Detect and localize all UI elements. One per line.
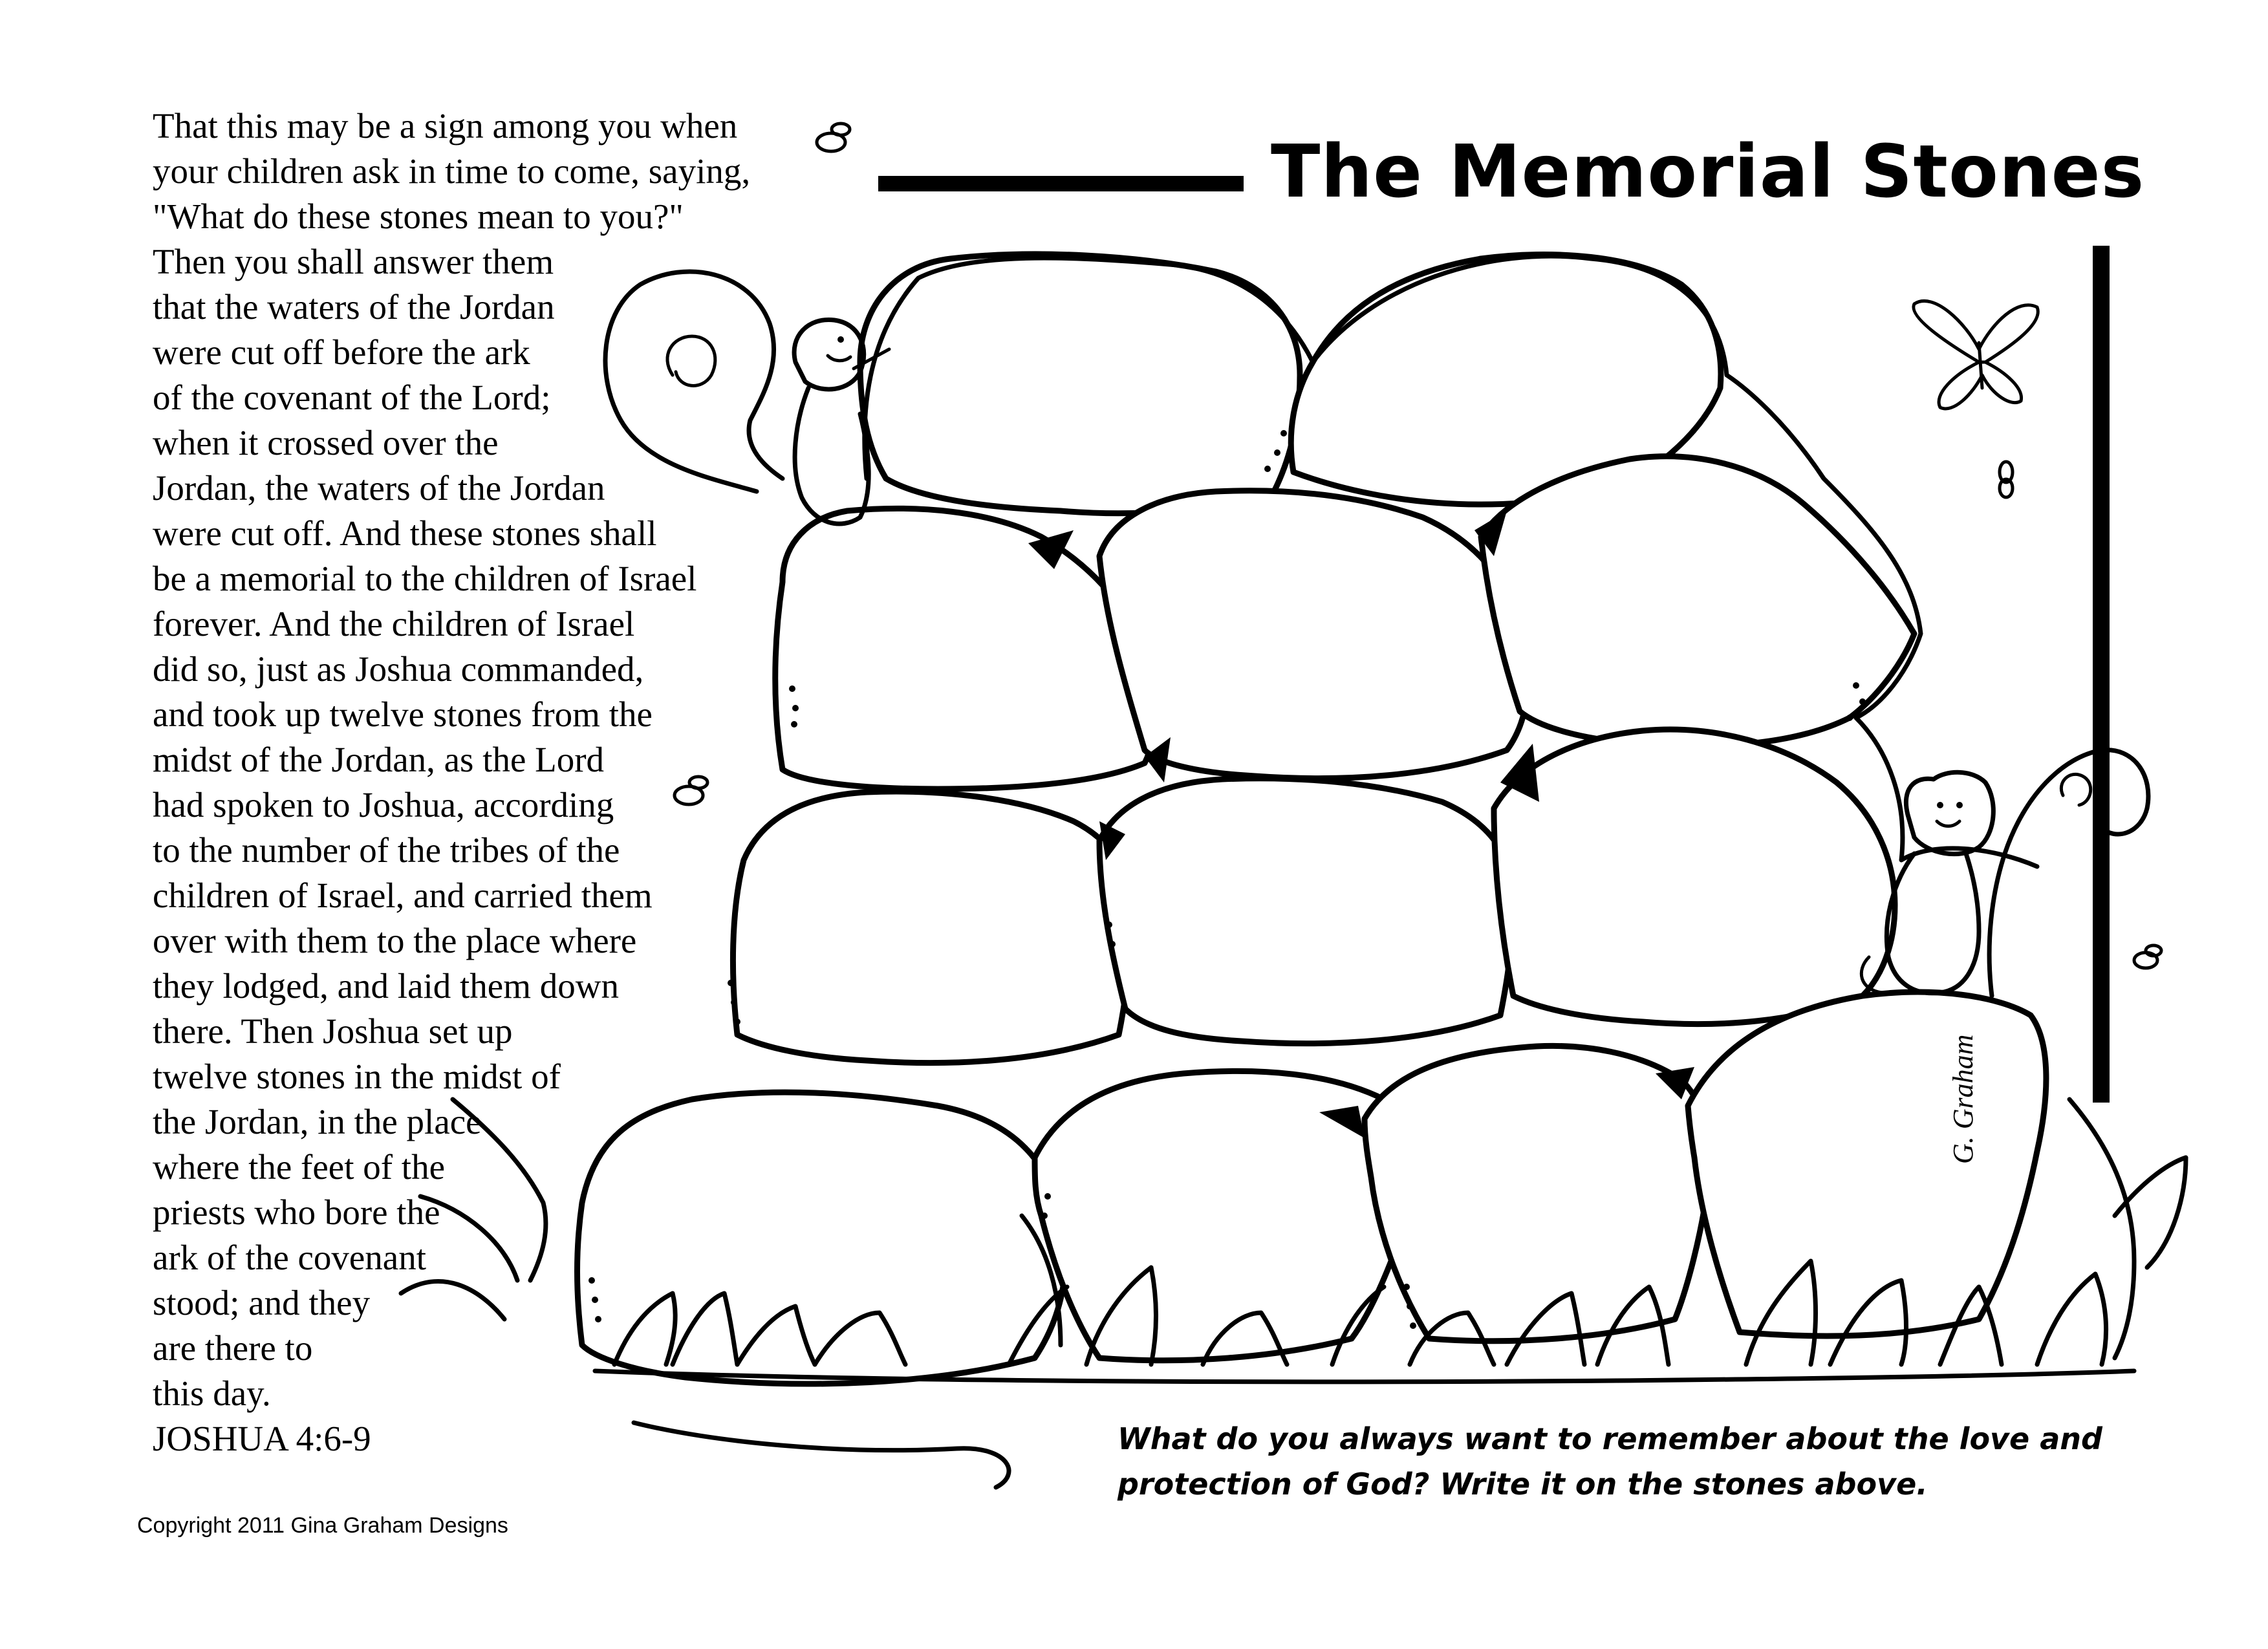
verse-line: of the covenant of the Lord;	[153, 378, 551, 417]
artist-signature: G. Graham	[1947, 1034, 1979, 1164]
verse-line: Then you shall answer them	[153, 242, 554, 281]
stone-1[interactable]	[860, 254, 1300, 513]
verse-reference: JOSHUA 4:6-9	[153, 1419, 371, 1458]
instructions	[1118, 1416, 2102, 1507]
stone-5[interactable]	[1481, 457, 1914, 746]
stone-8[interactable]	[1494, 729, 1895, 1024]
verse-line: this day.	[153, 1374, 271, 1413]
verse-line: did so, just as Joshua commanded,	[153, 649, 644, 689]
verse-line: were cut off. And these stones shall	[153, 513, 657, 553]
verse-line: that the waters of the Jordan	[153, 287, 555, 327]
verse-line: midst of the Jordan, as the Lord	[153, 740, 605, 779]
stone-7[interactable]	[1099, 779, 1513, 1044]
verse-line: they lodged, and laid them down	[153, 966, 619, 1006]
verse-line: your children ask in time to come, saying,	[153, 151, 751, 191]
stone-11[interactable]	[1365, 1046, 1710, 1341]
verse-line: children of Israel, and carried them	[153, 876, 653, 915]
verse-line: to the number of the tribes of the	[153, 830, 620, 870]
instructions-line-1: What do you always want to remember about the love and	[1118, 1421, 2102, 1456]
verse-line: ark of the covenant	[153, 1238, 427, 1277]
verse-line: twelve stones in the midst of	[153, 1057, 561, 1096]
verse-line: are there to	[153, 1328, 313, 1368]
stone-12[interactable]	[1688, 992, 2046, 1336]
verse-line: where the feet of the	[153, 1147, 445, 1187]
title-rule-horizontal	[878, 176, 1244, 191]
verse-line: Jordan, the waters of the Jordan	[153, 468, 605, 508]
bee-icon	[2134, 945, 2161, 968]
verse-line: stood; and they	[153, 1283, 371, 1322]
verse-line: and took up twelve stones from the	[153, 695, 653, 734]
stone-3[interactable]	[775, 508, 1154, 789]
page-title: The Memorial Stones	[1271, 130, 2145, 214]
instructions-line-2: protection of God? Write it on the stones above.	[1118, 1467, 1928, 1502]
verse-line: the Jordan, in the place	[153, 1102, 482, 1141]
verse-line: be a memorial to the children of Israel	[153, 559, 697, 598]
bee-icon	[2000, 462, 2013, 497]
title-rule-vertical	[2093, 246, 2110, 1103]
verse-line: That this may be a sign among you when	[153, 106, 738, 146]
copyright-notice: Copyright 2011 Gina Graham Designs	[137, 1513, 508, 1538]
verse-line: when it crossed over the	[153, 423, 499, 462]
verse-line: priests who bore the	[153, 1192, 440, 1232]
stone-6[interactable]	[733, 792, 1132, 1063]
verse-line: were cut off before the ark	[153, 332, 530, 372]
bee-icon	[817, 124, 850, 151]
stone-4[interactable]	[1099, 491, 1529, 779]
scripture-passage	[153, 103, 750, 1461]
verse-line: forever. And the children of Israel	[153, 604, 635, 643]
verse-line: "What do these stones mean to you?"	[153, 197, 684, 236]
verse-line: had spoken to Joshua, according	[153, 785, 614, 824]
butterfly-icon	[1914, 301, 2038, 409]
verse-line: over with them to the place where	[153, 921, 637, 960]
verse-line: there. Then Joshua set up	[153, 1011, 513, 1051]
